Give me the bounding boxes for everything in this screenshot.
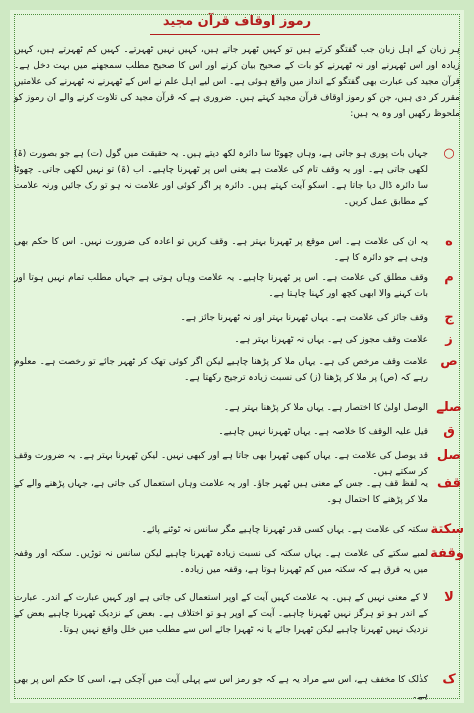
rule-text: قیل علیہ الوقف کا خلاصہ ہے۔ یہاں ٹھہرنا نہیں چاہیے۔ <box>218 427 428 437</box>
rule-text: یہ لفظ قف ہے۔ جس کے معنی ہیں ٹھہر جاؤ۔ اور یہ علامت وہاں استعمال کی جاتی ہے، جہاں پڑھنے والے کے ملا کر پڑھنے کا احتمال ہو۔ <box>14 479 428 505</box>
rule-symbol: ز <box>445 332 453 347</box>
rule-text: سکتہ کی علامت ہے۔ یہاں کسی قدر ٹھہرنا چاہیے مگر سانس نہ ٹوٹنے پائے۔ <box>141 525 428 535</box>
rule-symbol: ص <box>440 354 458 369</box>
rule-text: وقف مطلق کی علامت ہے۔ اس پر ٹھہرنا چاہیے۔ یہ علامت وہاں ہوتی ہے جہاں مطلب تمام نہیں ہوتا اور بات کہنے والا ابھی کچھ اور کہنا چاہتا ہے۔ <box>14 273 428 299</box>
rule-text: لا کے معنی نہیں کے ہیں۔ یہ علامت کہیں آیت کے اوپر استعمال کی جاتی ہے اور کہیں عبارت کے اندر۔ عبارت کے اندر ہو تو ہرگز نہیں ٹھہرنا چاہیے۔ آیت کے اوپر ہو تو اختلاف ہے۔ بعض کے نزدیک ٹھہرنا چاہیے بعض کے نزدیک نہیں ٹھہرنا چاہیے لیکن ٹھہرا جائے یا نہ ٹھہرا جائے اس سے مطلب میں خلل واقع نہیں ہوتا۔ <box>14 593 428 635</box>
rule-symbol: لا <box>444 590 454 605</box>
rule-text: علامت وقف مرخص کی ہے۔ یہاں ملا کر پڑھنا چاہیے لیکن اگر کوئی تھک کر ٹھہر جائے تو رخصت ہے۔ معلوم رہے کہ (ص) پر ملا کر پڑھنا (ز) کی نسبت زیادہ ترجیح رکھتا ہے۔ <box>14 357 428 383</box>
rule-text: الوصل اولیٰ کا اختصار ہے۔ یہاں ملا کر پڑھنا بہتر ہے۔ <box>223 403 428 413</box>
rule-text: لمبے سکتے کی علامت ہے۔ یہاں سکتہ کی نسبت زیادہ ٹھہرنا چاہیے لیکن سانس نہ توڑیں۔ سکتہ اور وقفہ میں یہ فرق ہے کہ سکتہ میں کم ٹھہرنا ہوتا ہے، وقفہ میں زیادہ۔ <box>14 549 428 575</box>
rule-text: یہ ان کی علامت ہے۔ اس موقع پر ٹھہرنا بہتر ہے۔ وقف کریں تو اعادہ کی ضرورت نہیں۔ اس کا حکم بھی وہی ہے جو دائرہ کا ہے۔ <box>14 237 428 263</box>
rule-text: وقف جائز کی علامت ہے۔ یہاں ٹھہرنا بہتر اور نہ ٹھہرنا جائز ہے۔ <box>180 313 428 323</box>
rule-symbol: م <box>444 270 454 285</box>
rule-symbol: ○ <box>443 146 455 161</box>
page-title: رموز اوقاف قرآن مجید <box>162 14 312 29</box>
title-underline <box>150 34 320 35</box>
rule-symbol: وقفة <box>430 546 464 561</box>
rule-symbol: قف <box>437 476 461 491</box>
rule-text: قد یوصل کی علامت ہے۔ یہاں کبھی ٹھہرا بھی جاتا ہے اور کبھی نہیں۔ لیکن ٹھہرنا بہتر ہے۔ یہ ضرورت وقف کر سکتے ہیں۔ <box>14 451 428 477</box>
rule-symbol: صلے <box>436 400 462 415</box>
intro-paragraph: ہر زبان کے اہل زبان جب گفتگو کرتے ہیں تو کہیں ٹھہر جاتے ہیں، کہیں نہیں ٹھہرتے۔ کہیں کم ٹھہرتے ہیں، کہیں زیادہ اور اس ٹھہرنے اور نہ ٹھہرنے کو بات کے صحیح بیان کرنے اور اس کا صحیح مطلب سمجھنے میں بہت دخل ہے۔ قرآن مجید کی عبارت بھی گفتگو کے انداز میں واقع ہوئی ہے۔ اس لیے اہل علم نے اس کے ٹھہرنے نہ ٹھہرنے کی علامتیں مقرر کر دی ہیں، جن کو رموز اوقاف قرآن مجید کہتے ہیں۔ ضروری ہے کہ قرآن مجید کی تلاوت کرنے والے ان رموز کو ملحوظ رکھیں اور وہ یہ ہیں: <box>14 45 460 119</box>
rule-text: کذٰلک کا مخفف ہے، اس سے مراد یہ ہے کہ جو رمز اس سے پہلی آیت میں آچکی ہے، اسی کا حکم اس پر بھی ہے۔ <box>14 675 428 701</box>
rule-text: علامت وقف مجوز کی ہے۔ یہاں نہ ٹھہرنا بہتر ہے۔ <box>234 335 428 345</box>
rule-symbol: ە <box>445 234 453 249</box>
rule-symbol: ق <box>443 424 455 439</box>
rule-text: جہاں بات پوری ہو جاتی ہے، وہاں چھوٹا سا دائرہ لکھ دیتے ہیں۔ یہ حقیقت میں گول (ت) ہے جو بصورت (ۃ) لکھی جاتی ہے۔ اور یہ وقف تام کی علامت ہے یعنی اس پر ٹھہرنا چاہیے۔ اب (ۃ) تو نہیں لکھی جاتی۔ چھوٹا سا دائرہ ڈال دیا جاتا ہے۔ اسکو آیت کہتے ہیں۔ دائرہ پر اگر کوئی اور علامت نہ ہو تو رک جائیں ورنہ علامت کے مطابق عمل کریں۔ <box>14 149 428 207</box>
rule-symbol: صل <box>436 448 462 463</box>
rule-symbol: سکتة <box>430 522 464 537</box>
rule-symbol: ک <box>442 672 456 687</box>
rule-symbol: ج <box>444 310 454 325</box>
